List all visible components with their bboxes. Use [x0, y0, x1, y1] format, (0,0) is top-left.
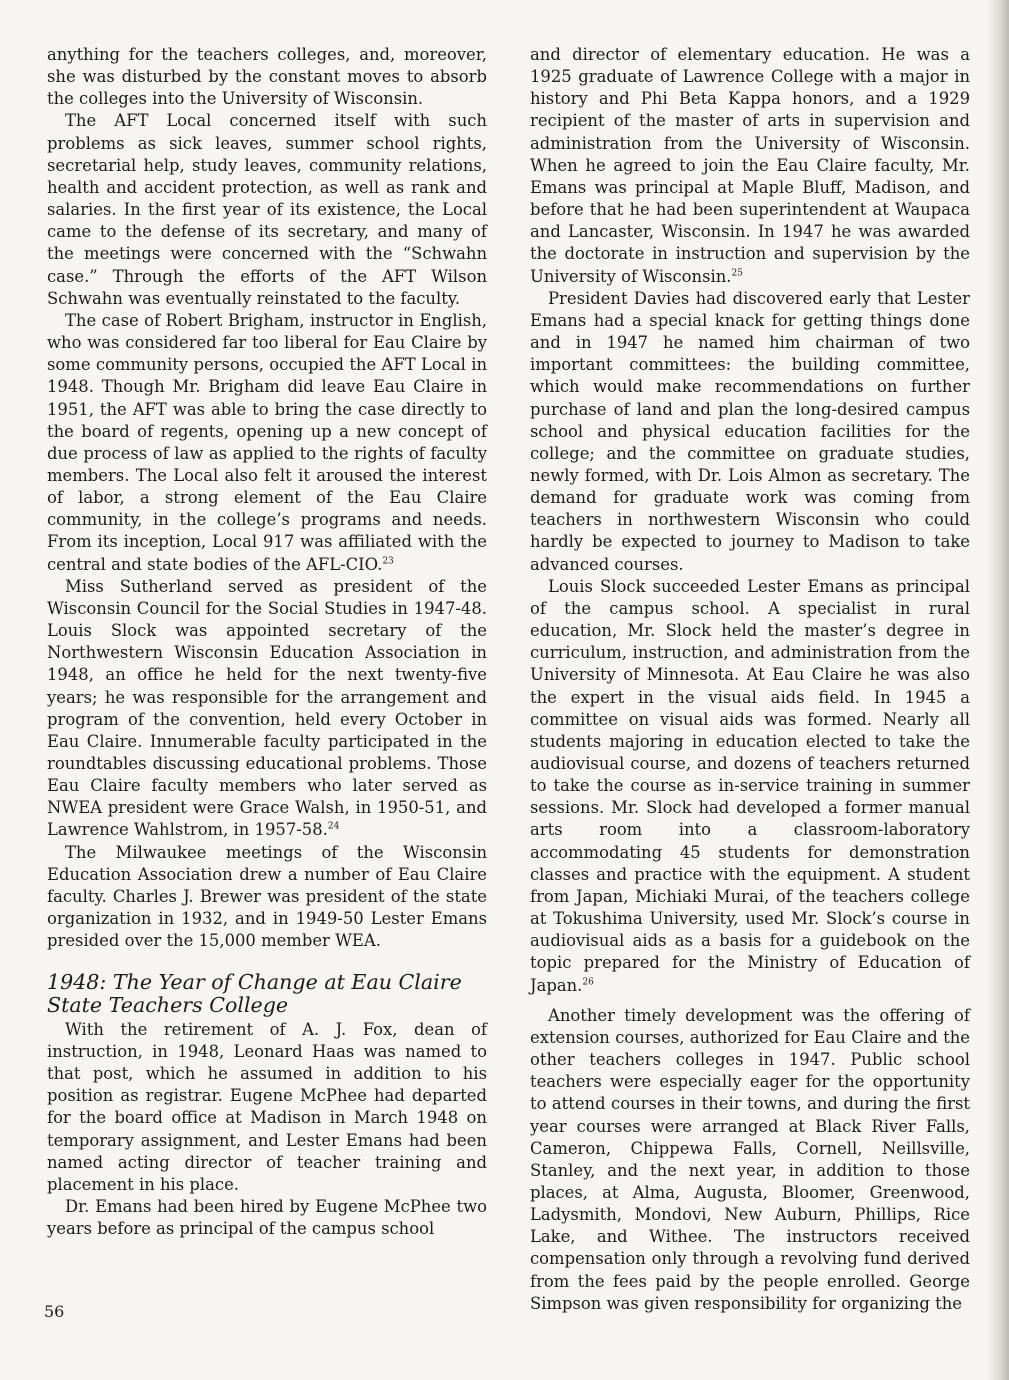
paragraph-text: anything for the teachers colleges, and, moreover, she was disturbed by the constant moves to absorb the colleges into the University of Wisconsin.	[47, 45, 487, 109]
paragraph	[530, 44, 970, 288]
paragraph	[47, 576, 487, 842]
paragraph	[47, 310, 487, 576]
page-edge-shadow	[987, 0, 1009, 1380]
footnote-ref: 23	[382, 556, 394, 567]
page-number: 56	[44, 1302, 65, 1321]
paragraph-text: Another timely development was the offering of extension courses, authorized for Eau Claire and the other teachers colleges in 1947. Public school teachers were especially eager for the opportunity to attend courses in their towns, and during the first year courses were arranged at Black River Falls, Cameron, Chippewa Falls, Cornell, Neillsville, Stanley, and the next year, in addition to those places, at Alma, Augusta, Bloomer, Greenwood, Ladysmith, Mondovi, New Auburn, Phillips, Rice Lake, and Withee. The instructors received compensation only through a revolving fund derived from the fees paid by the people enrolled. George Simpson was given responsibility for organizing the	[530, 1005, 970, 1313]
paragraph-text: The Milwaukee meetings of the Wisconsin Education Association drew a number of Eau Claire faculty. Charles J. Brewer was president of the state organization in 1932, and in 1949-50 Lester Emans presided over the 15,000 member WEA.	[47, 842, 487, 951]
right-column	[530, 44, 970, 1315]
paragraph-text: and director of elementary education. He was a 1925 graduate of Lawrence College with a major in history and Phi Beta Kappa honors, and a 1929 recipient of the master of arts in supervision and administration from the University of Wisconsin. When he agreed to join the Eau Claire faculty, Mr. Emans was principal at Maple Bluff, Madison, and before that he had been superintendent at Waupaca and Lancaster, Wisconsin. In 1947 he was awarded the doctorate in instruction and supervision by the University of Wisconsin.	[530, 45, 970, 286]
paragraph-text: Miss Sutherland served as president of the Wisconsin Council for the Social Studies in 1947-48. Louis Slock was appointed secretary of the Northwestern Wisconsin Education Association in 1948, an office he held for the next twenty-five years; he was responsible for the arrangement and program of the convention, held every October in Eau Claire. Innumerable faculty participated in the roundtables discussing educational problems. Those Eau Claire faculty members who later served as NWEA president were Grace Walsh, in 1950-51, and Lawrence Wahlstrom, in 1957-58.	[47, 576, 487, 840]
paragraph-text: The AFT Local concerned itself with such problems as sick leaves, summer school rights, secretarial help, study leaves, community relations, health and accident protection, as well as rank and salaries. In the first year of its existence, the Local came to the defense of its secretary, and many of the meetings were concerned with the “Schwahn case.” Through the efforts of the AFT Wilson Schwahn was eventually reinstated to the faculty.	[47, 111, 487, 308]
footnote-ref: 26	[582, 977, 594, 988]
paragraph	[530, 576, 970, 997]
paragraph	[47, 1196, 487, 1240]
section-heading: 1948: The Year of Change at Eau Claire State Teachers College	[47, 970, 462, 1017]
footnote-ref: 24	[327, 822, 340, 832]
paragraph	[47, 842, 487, 953]
paragraph-text: Louis Slock succeeded Lester Emans as principal of the campus school. A specialist in rural education, Mr. Slock held the master’s degree in curriculum, instruction, and administration from the University of Minnesota. At Eau Claire he was also the expert in the visual aids field. In 1945 a committee on visual aids was formed. Nearly all students majoring in education elected to take the audiovisual course, and dozens of teachers returned to take the course as in-service training in summer sessions. Mr. Slock had developed a former manual arts room into a classroom-laboratory accommodating 45 students for demonstration classes and practice with the equipment. A student from Japan, Michiaki Murai, of the teachers college at Tokushima University, used Mr. Slock’s course in audiovisual aids as a basis for a guidebook on the topic prepared for the Ministry of Education of Japan.	[530, 576, 970, 995]
paragraph	[47, 110, 487, 309]
paragraph	[530, 1005, 970, 1315]
paragraph	[530, 288, 970, 576]
footnote-ref: 25	[731, 268, 743, 279]
paragraph	[47, 1019, 487, 1196]
paragraph-text: The case of Robert Brigham, instructor in English, who was considered far too liberal for Eau Claire by some community persons, occupied the AFT Local in 1948. Though Mr. Brigham did leave Eau Claire in 1951, the AFT was able to bring the case directly to the board of regents, opening up a new concept of due process of law as applied to the rights of faculty members. The Local also felt it aroused the interest of labor, a strong element of the Eau Claire community, in the college’s programs and needs. From its inception, Local 917 was affiliated with the central and state bodies of the AFL-CIO.	[47, 310, 487, 574]
paragraph-text: Dr. Emans had been hired by Eugene McPhee two years before as principal of the campus school	[47, 1197, 487, 1239]
paragraph	[47, 44, 487, 110]
paragraph-text: With the retirement of A. J. Fox, dean of instruction, in 1948, Leonard Haas was named to that post, which he assumed in addition to his position as registrar. Eugene McPhee had departed for the board office at Madison in March 1948 on temporary assignment, and Lester Emans had been named acting director of teacher training and placement in his place.	[47, 1019, 487, 1194]
paragraph-text: President Davies had discovered early that Lester Emans had a special knack for getting things done and in 1947 he named him chairman of two important committees: the building committee, which would make recommendations on further purchase of land and plan the long-desired campus school and physical education facilities for the college; and the committee on graduate studies, newly formed, with Dr. Lois Almon as secretary. The demand for graduate work was coming from teachers in northwestern Wisconsin who could hardly be expected to journey to Madison to take advanced courses.	[530, 288, 970, 574]
left-column	[47, 44, 487, 1240]
